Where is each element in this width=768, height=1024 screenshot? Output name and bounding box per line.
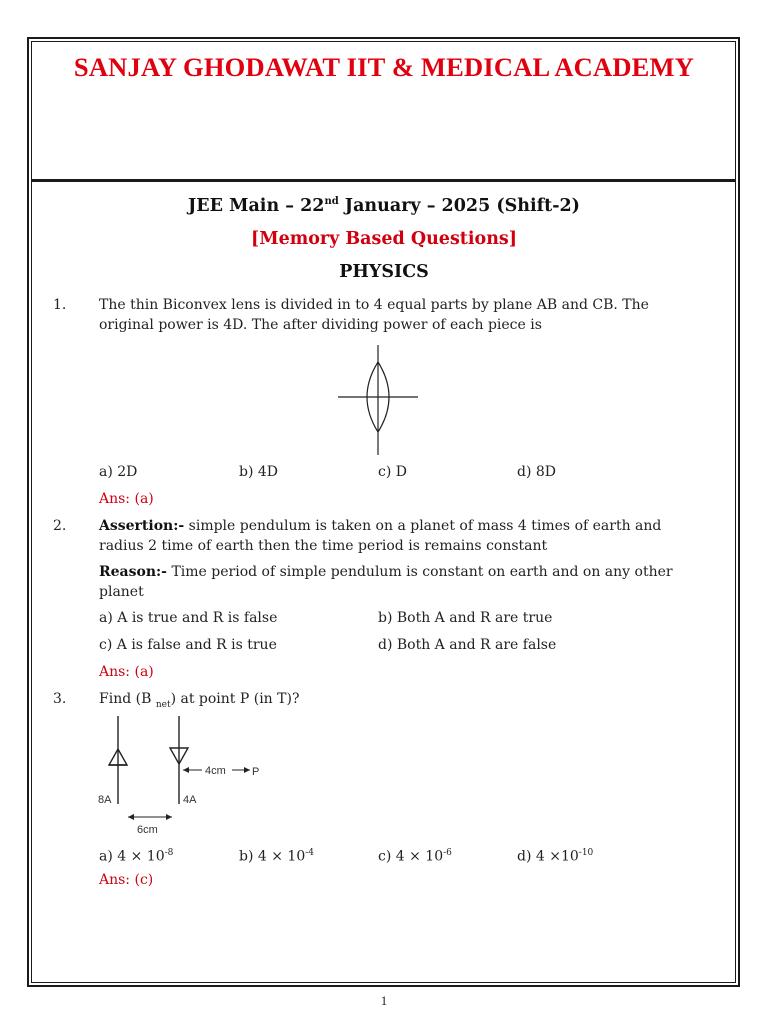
exam-title: JEE Main – 22nd January – 2025 (Shift-2) xyxy=(188,196,580,216)
q3-option-c: c) $4 \times 10^{-6}$ xyxy=(378,848,452,865)
q3-option-b: b) $4 \times 10^{-4}$ xyxy=(239,848,315,865)
subject-heading: PHYSICS xyxy=(339,262,429,282)
biconvex-lens-figure xyxy=(330,340,430,460)
page-border-inner xyxy=(31,41,736,983)
assertion-label: Assertion:- xyxy=(99,518,185,534)
question-1-number: 1. xyxy=(53,297,67,313)
academy-title: SANJAY GHODAWAT IIT & MEDICAL ACADEMY xyxy=(73,52,695,82)
exam-subtitle: [Memory Based Questions] xyxy=(250,229,518,249)
question-3-number: 3. xyxy=(53,691,67,707)
q2-option-a: a) A is true and R is false xyxy=(99,610,278,626)
q1-option-d: d) 8D xyxy=(517,464,557,480)
q2-reason-line-2: planet xyxy=(99,584,144,600)
q2-option-c: c) A is false and R is true xyxy=(99,637,277,653)
q1-option-a: a) 2D xyxy=(99,464,138,480)
current-wires-figure xyxy=(90,712,280,838)
page-number: 1 xyxy=(380,993,388,1008)
q2-option-b: b) Both A and R are true xyxy=(378,610,553,626)
label-8a: 8A xyxy=(98,794,112,806)
header-divider xyxy=(31,179,736,182)
q3-option-a: a) $4 \times 10^{-8}$ xyxy=(99,848,174,865)
q1-answer: Ans: (a) xyxy=(99,491,154,507)
q3-option-d: d) $4 \times 10^{-10}$ xyxy=(517,848,594,865)
reason-label: Reason:- xyxy=(99,564,167,580)
q1-option-b: b) 4D xyxy=(239,464,279,480)
q2-assertion-line-2: radius 2 time of earth then the time period is remains constant xyxy=(99,538,548,554)
label-point-p: P xyxy=(252,766,260,778)
q1-option-c: c) D xyxy=(378,464,407,480)
q3-answer: Ans: (c) xyxy=(99,872,154,888)
q2-assertion-line-1: Assertion:- simple pendulum is taken on a planet of mass 4 times of earth and xyxy=(99,518,662,534)
label-4cm: 4cm xyxy=(205,765,226,777)
question-3-text: Find (B $_{net}$) at point P (in T)? xyxy=(99,691,300,710)
question-1-text-line-1: The thin Biconvex lens is divided in to 4 equal parts by plane AB and CB. The xyxy=(99,297,649,313)
label-4a: 4A xyxy=(183,794,197,806)
q2-answer: Ans: (a) xyxy=(99,664,154,680)
label-6cm: 6cm xyxy=(137,824,158,836)
question-1-text-line-2: original power is 4D. The after dividing power of each piece is xyxy=(99,317,542,333)
question-2-number: 2. xyxy=(53,518,67,534)
q2-option-d: d) Both A and R are false xyxy=(378,637,557,653)
q2-reason-line-1: Reason:- Time period of simple pendulum is constant on earth and on any other xyxy=(99,564,673,580)
